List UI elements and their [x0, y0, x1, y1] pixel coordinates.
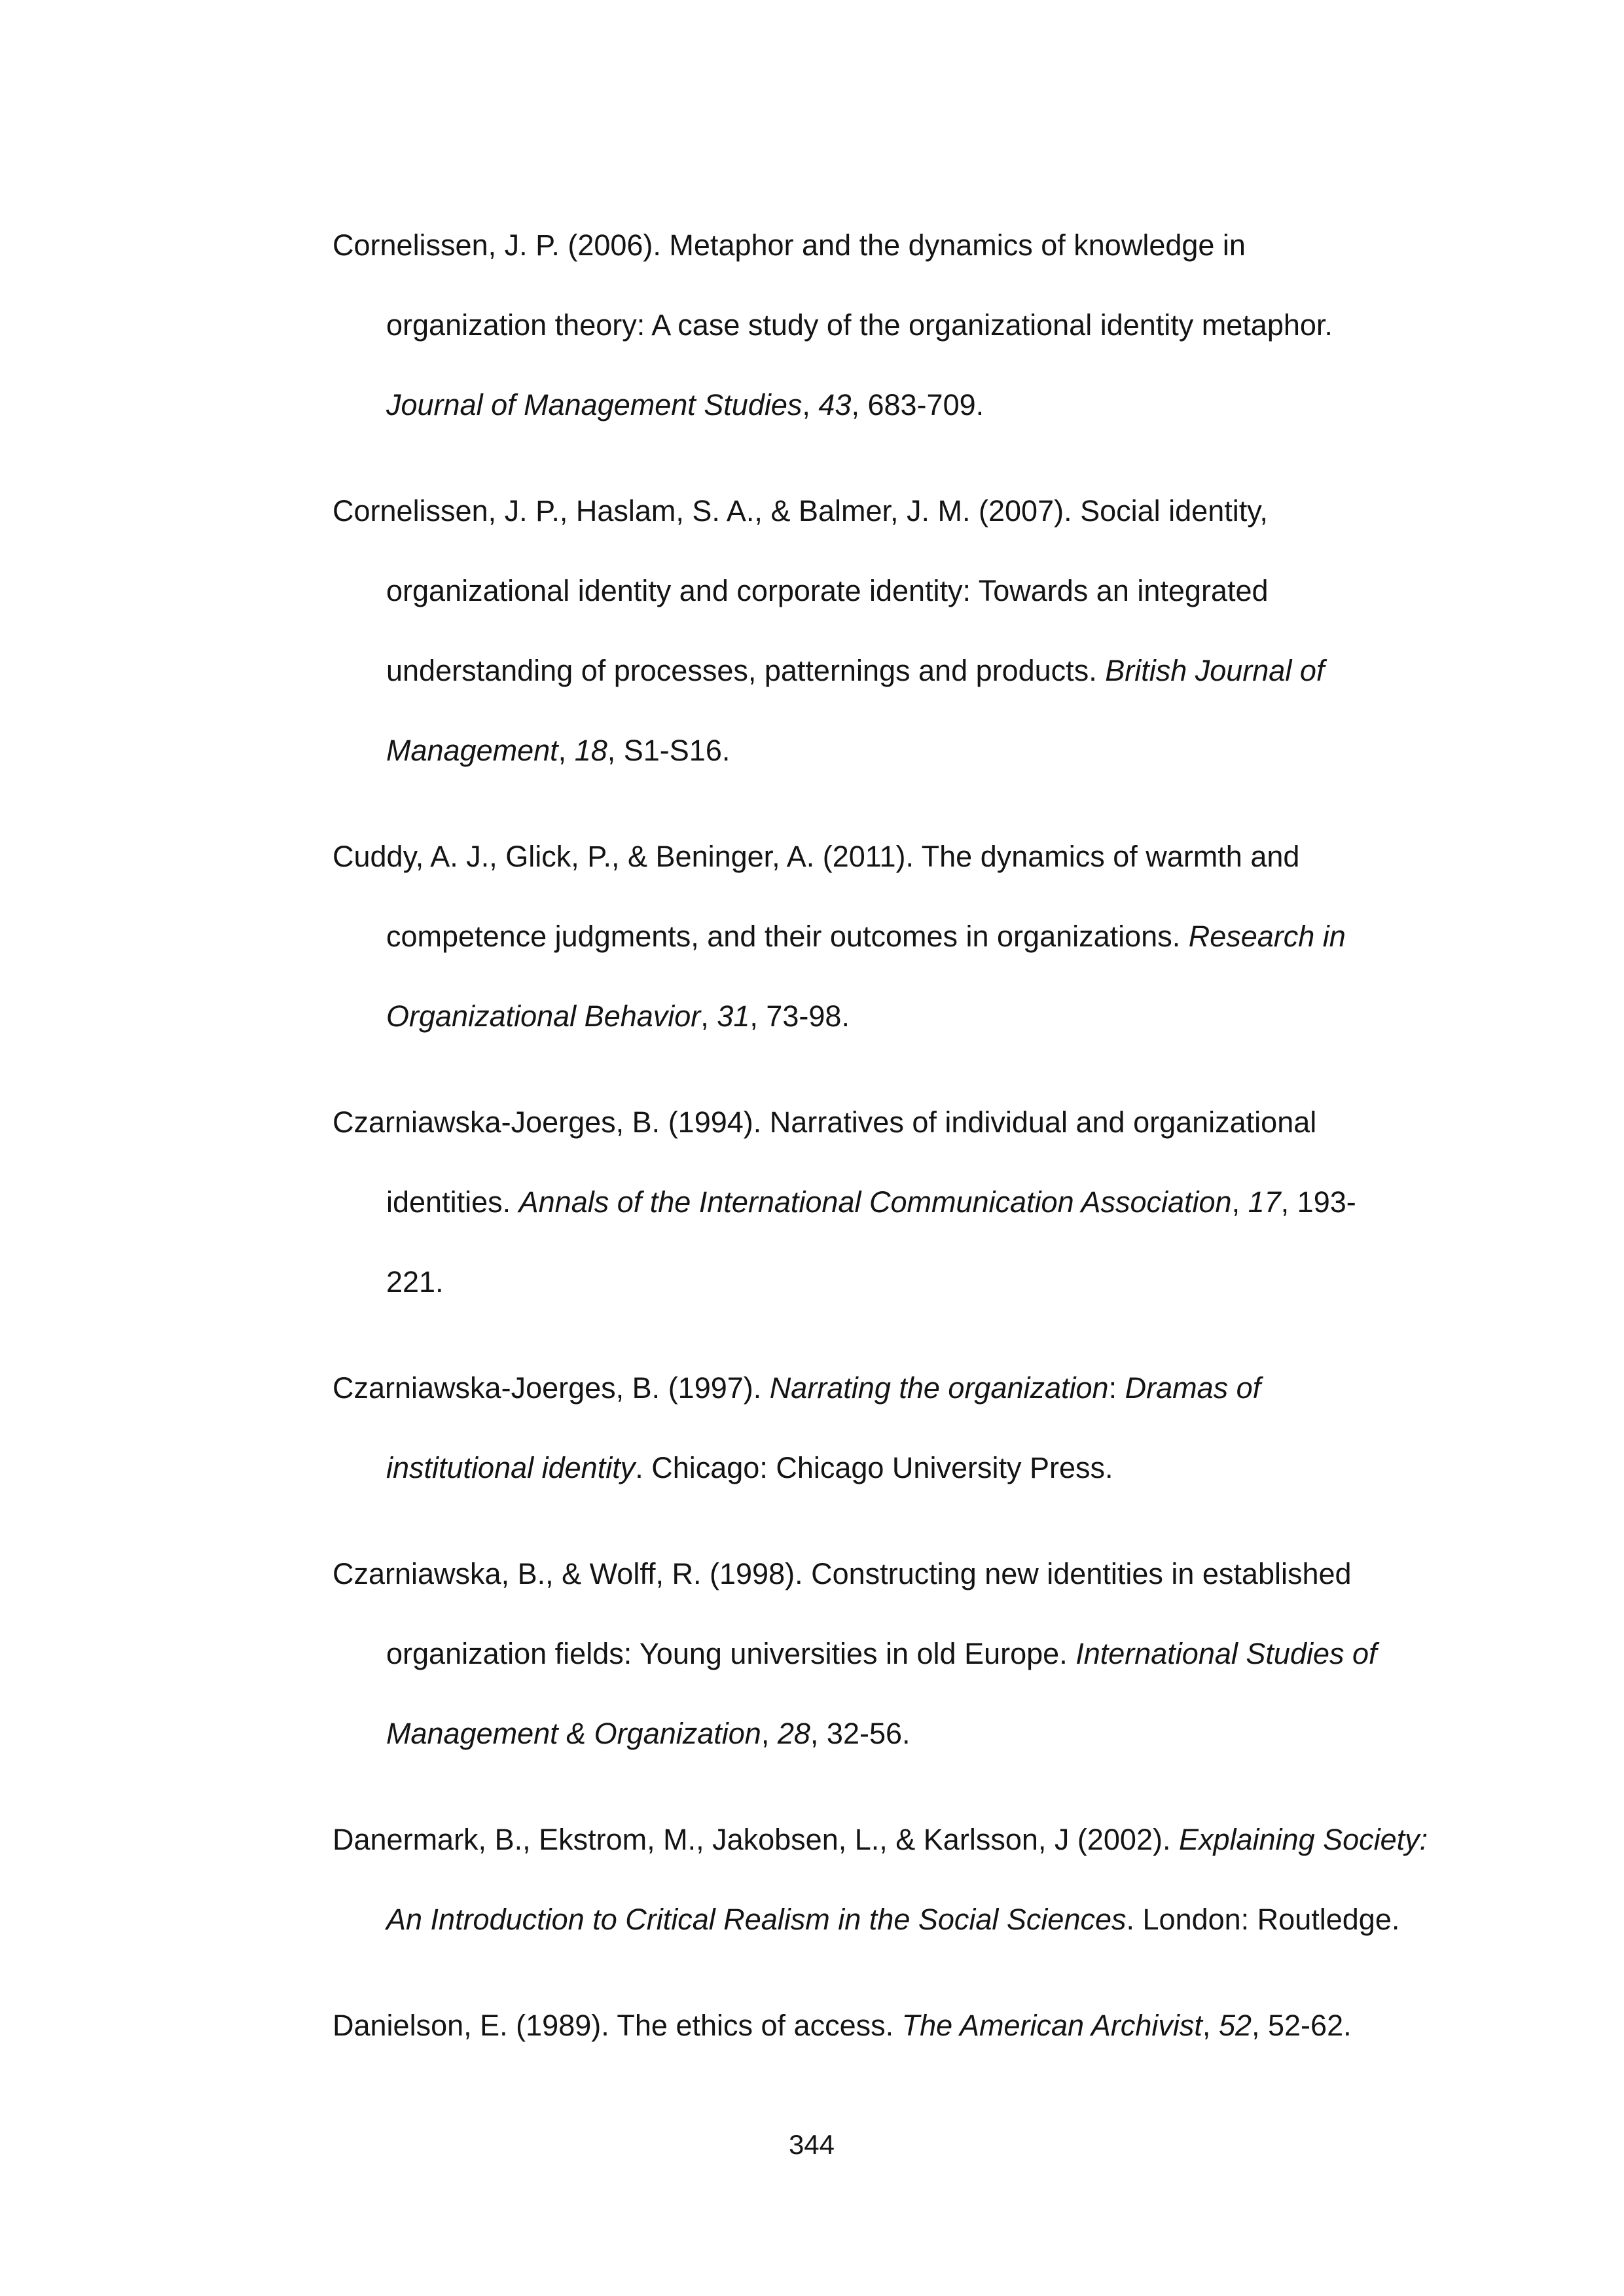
text: , S1-S16. — [607, 734, 731, 767]
reference-continuation-line — [386, 308, 1333, 343]
text: 221. — [386, 1265, 444, 1299]
italic-text: Management & Organization — [386, 1717, 761, 1750]
text: organization theory: A case study of the organizational identity metaphor. — [386, 308, 1333, 342]
italic-text: 52 — [1218, 2009, 1252, 2042]
text: : — [1108, 1371, 1125, 1405]
italic-text: Research in — [1188, 920, 1346, 953]
text: . Chicago: Chicago University Press. — [635, 1451, 1113, 1484]
italic-text: Organizational Behavior — [386, 999, 701, 1033]
reference-first-line — [333, 1371, 1261, 1406]
text: Cornelissen, J. P., Haslam, S. A., & Balmer, J. M. (2007). Social identity, — [333, 494, 1268, 528]
italic-text: Management — [386, 734, 558, 767]
text: , 683-709. — [851, 388, 984, 422]
text: Danermark, B., Ekstrom, M., Jakobsen, L., & Karlsson, J (2002). — [333, 1823, 1179, 1856]
reference-first-line — [333, 1556, 1352, 1592]
italic-text: International Studies of — [1075, 1637, 1377, 1670]
italic-text: Dramas of — [1125, 1371, 1261, 1405]
reference-continuation-line — [386, 733, 730, 768]
text: , — [1202, 2009, 1219, 2042]
text: Cornelissen, J. P. (2006). Metaphor and the dynamics of knowledge in — [333, 228, 1246, 262]
text: Czarniawska, B., & Wolff, R. (1998). Constructing new identities in established — [333, 1557, 1352, 1590]
text: , — [761, 1717, 778, 1750]
text: Danielson, E. (1989). The ethics of access. — [333, 2009, 902, 2042]
text: . London: Routledge. — [1126, 1903, 1400, 1936]
reference-first-line — [333, 493, 1268, 529]
italic-text: 28 — [777, 1717, 810, 1750]
italic-text: British Journal of — [1105, 654, 1325, 687]
italic-text: 43 — [818, 388, 852, 422]
italic-text: Annals of the International Communication Association — [518, 1185, 1232, 1219]
reference-continuation-line — [386, 387, 984, 423]
italic-text: The American Archivist — [901, 2009, 1202, 2042]
reference-continuation-line — [386, 919, 1346, 954]
reference-first-line — [333, 1822, 1428, 1857]
reference-first-line — [333, 2008, 1352, 2043]
reference-continuation-line — [386, 1265, 444, 1300]
italic-text: 17 — [1248, 1185, 1281, 1219]
reference-continuation-line — [386, 1185, 1356, 1220]
reference-first-line — [333, 228, 1246, 263]
text: , — [1231, 1185, 1248, 1219]
text: , 73-98. — [749, 999, 850, 1033]
reference-continuation-line — [386, 1636, 1377, 1672]
reference-continuation-line — [386, 1450, 1113, 1486]
page-number: 344 — [788, 2129, 835, 2160]
text: , 32-56. — [810, 1717, 911, 1750]
text: competence judgments, and their outcomes in organizations. — [386, 920, 1189, 953]
text: Cuddy, A. J., Glick, P., & Beninger, A. (2011). The dynamics of warmth and — [333, 840, 1300, 873]
text: Czarniawska-Joerges, B. (1997). — [333, 1371, 770, 1405]
text: , — [802, 388, 819, 422]
reference-continuation-line — [386, 999, 850, 1034]
italic-text: An Introduction to Critical Realism in the Social Sciences — [386, 1903, 1127, 1936]
italic-text: Journal of Management Studies — [386, 388, 803, 422]
text: , — [700, 999, 717, 1033]
text: organization fields: Young universities in old Europe. — [386, 1637, 1076, 1670]
reference-continuation-line — [386, 1716, 911, 1751]
text: , 193- — [1280, 1185, 1356, 1219]
text: Czarniawska-Joerges, B. (1994). Narratives of individual and organizational — [333, 1105, 1317, 1139]
reference-continuation-line — [386, 653, 1324, 689]
italic-text: Narrating the organization — [769, 1371, 1109, 1405]
text: identities. — [386, 1185, 519, 1219]
italic-text: 18 — [574, 734, 607, 767]
reference-continuation-line — [386, 1902, 1399, 1937]
text: understanding of processes, patternings and products. — [386, 654, 1106, 687]
text: , 52-62. — [1252, 2009, 1352, 2042]
italic-text: 31 — [717, 999, 750, 1033]
italic-text: Explaining Society: — [1178, 1823, 1428, 1856]
text: organizational identity and corporate identity: Towards an integrated — [386, 574, 1269, 607]
italic-text: institutional identity — [386, 1451, 636, 1484]
text: , — [558, 734, 575, 767]
reference-first-line — [333, 1105, 1316, 1140]
reference-continuation-line — [386, 573, 1269, 609]
reference-first-line — [333, 839, 1299, 874]
